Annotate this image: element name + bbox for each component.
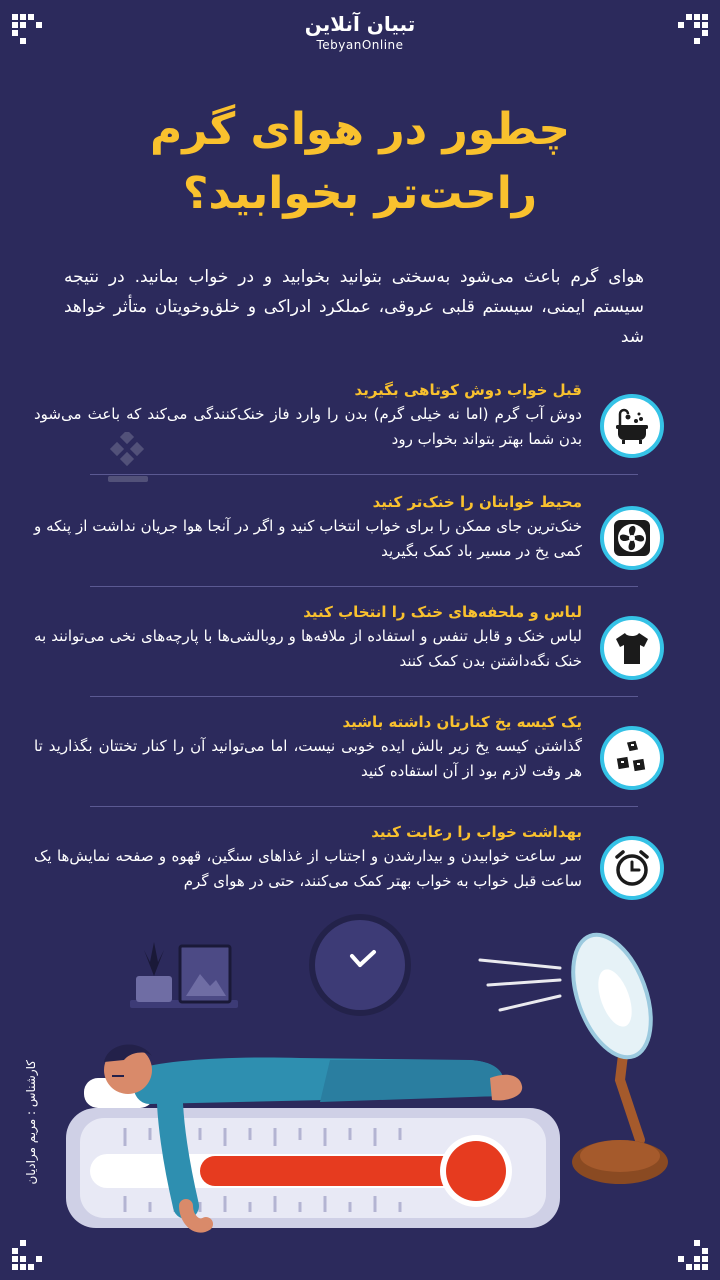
tip-icon-ring xyxy=(600,394,664,458)
brand-name-fa: تبیان آنلاین xyxy=(304,12,416,36)
tip-description: گذاشتن کیسه یخ زیر بالش ایده خوبی نیست، اما می‌توانید آن را کنار تختتان بگذارید تا هر وقت لازم بود از آن استفاده کنید xyxy=(34,737,582,780)
divider xyxy=(90,586,638,587)
bathtub-icon xyxy=(612,406,652,446)
tip-title: قبل خواب دوش کوتاهی بگیرید xyxy=(354,381,582,399)
tip-title: یک کیسه یخ کنارتان داشته باشید xyxy=(342,713,582,731)
ice-cubes-icon xyxy=(612,738,652,778)
tip-title: بهداشت خواب را رعایت کنید xyxy=(371,823,582,841)
brand-logo xyxy=(0,12,720,52)
tip-text xyxy=(34,710,582,784)
page-title xyxy=(0,98,720,226)
tip-description: دوش آب گرم (اما نه خیلی گرم) بدن را وارد فاز خنک‌کنندگی می‌کند که باعث می‌شود بدن شما بهتر بتواند بخواب رود xyxy=(34,405,582,448)
tip-text xyxy=(34,378,582,452)
tip-description: سر ساعت خوابیدن و بیدارشدن و اجتناب از غذاهای سنگین، قهوه و صفحه نمایش‌ها یک ساعت قبل خواب به خواب بهتر کمک می‌کنند، حتی در هوای گرم xyxy=(34,847,582,890)
credit-expert: کارشناس : مریم مرادیان xyxy=(24,1060,38,1185)
alarm-clock-icon xyxy=(612,848,652,888)
tip-text xyxy=(34,600,582,674)
tip-shower xyxy=(34,378,664,478)
title-line-2: راحت‌تر بخوابید؟ xyxy=(182,168,538,219)
tip-title: محیط خوابتان را خنک‌تر کنید xyxy=(372,493,582,511)
tip-description: خنک‌ترین جای ممکن را برای خواب انتخاب کنید و اگر در آنجا هوا جریان نداشت از پنکه و کمی یخ در مسیر باد کمک بگیرید xyxy=(34,517,582,560)
tip-icon-ring xyxy=(600,616,664,680)
tip-cool-room xyxy=(34,490,664,590)
wall-clock xyxy=(312,917,408,1013)
tip-icon-ring xyxy=(600,726,664,790)
tip-ice-pack xyxy=(34,710,664,810)
tip-icon-ring xyxy=(600,836,664,900)
intro-paragraph: هوای گرم باعث می‌شود به‌سختی بتوانید بخوابید و در خواب بمانید. در نتیجه سیستم ایمنی، سیستم قلبی عروقی، عملکرد ادراکی و خلق‌وخویتان متأثر خواهد شد xyxy=(64,267,644,347)
divider xyxy=(90,696,638,697)
tip-text xyxy=(34,490,582,564)
tshirt-icon xyxy=(612,628,652,668)
brand-name-en: TebyanOnline xyxy=(316,38,404,52)
tip-clothing xyxy=(34,600,664,700)
fan-icon xyxy=(612,518,652,558)
thermometer-bed xyxy=(66,1108,560,1228)
divider xyxy=(90,474,638,475)
shelf-with-frame xyxy=(130,942,238,1008)
tip-text xyxy=(34,820,582,894)
title-line-1: چطور در هوای گرم xyxy=(149,104,571,155)
tip-icon-ring xyxy=(600,506,664,570)
tip-title: لباس و ملحفه‌های خنک را انتخاب کنید xyxy=(303,603,582,621)
divider xyxy=(90,806,638,807)
tip-description: لباس خنک و قابل تنفس و استفاده از ملافه‌ها و روبالشی‌ها با پارچه‌های نخی می‌توانند به خنک نگه‌داشتن بدن کمک کنند xyxy=(34,627,582,670)
sleeping-person-illustration xyxy=(0,900,720,1280)
